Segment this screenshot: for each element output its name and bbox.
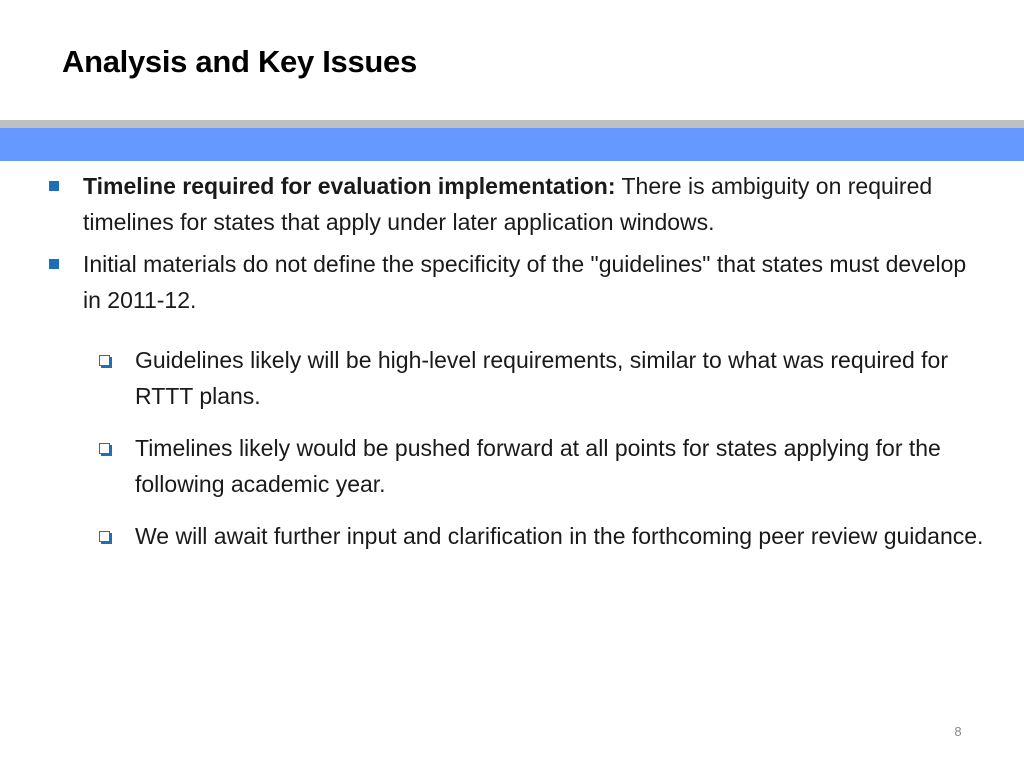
square-bullet-icon [49,259,59,269]
page-number: 8 [954,724,962,739]
bullet-text: There is ambiguity on required timelines for states that apply under later application windows. [83,173,933,235]
square-bullet-icon [49,181,59,191]
header-accent-band [0,128,1024,161]
bullet-item [46,168,986,240]
bullet-text: Initial materials do not define the specificity of the "guidelines" that states must develop in 2011-12. [83,251,967,313]
slide-body [46,168,986,570]
checkbox-bullet-icon [99,531,110,542]
bullet-item [46,246,986,318]
sub-bullet-item [99,342,986,414]
slide-title: Analysis and Key Issues [62,44,417,79]
checkbox-bullet-icon [99,355,110,366]
header-divider-gray [0,120,1024,128]
sub-bullet-item [99,430,986,502]
bullet-bold-lead: Timeline required for evaluation implementation: [83,173,616,199]
sub-bullet-text: Timelines likely would be pushed forward at all points for states applying for the following academic year. [135,435,941,497]
checkbox-bullet-icon [99,443,110,454]
sub-bullet-item [99,518,986,554]
sub-bullet-text: We will await further input and clarification in the forthcoming peer review guidance. [135,523,984,549]
sub-bullet-list [46,342,986,554]
sub-bullet-text: Guidelines likely will be high-level requirements, similar to what was required for RTTT plans. [135,347,949,409]
